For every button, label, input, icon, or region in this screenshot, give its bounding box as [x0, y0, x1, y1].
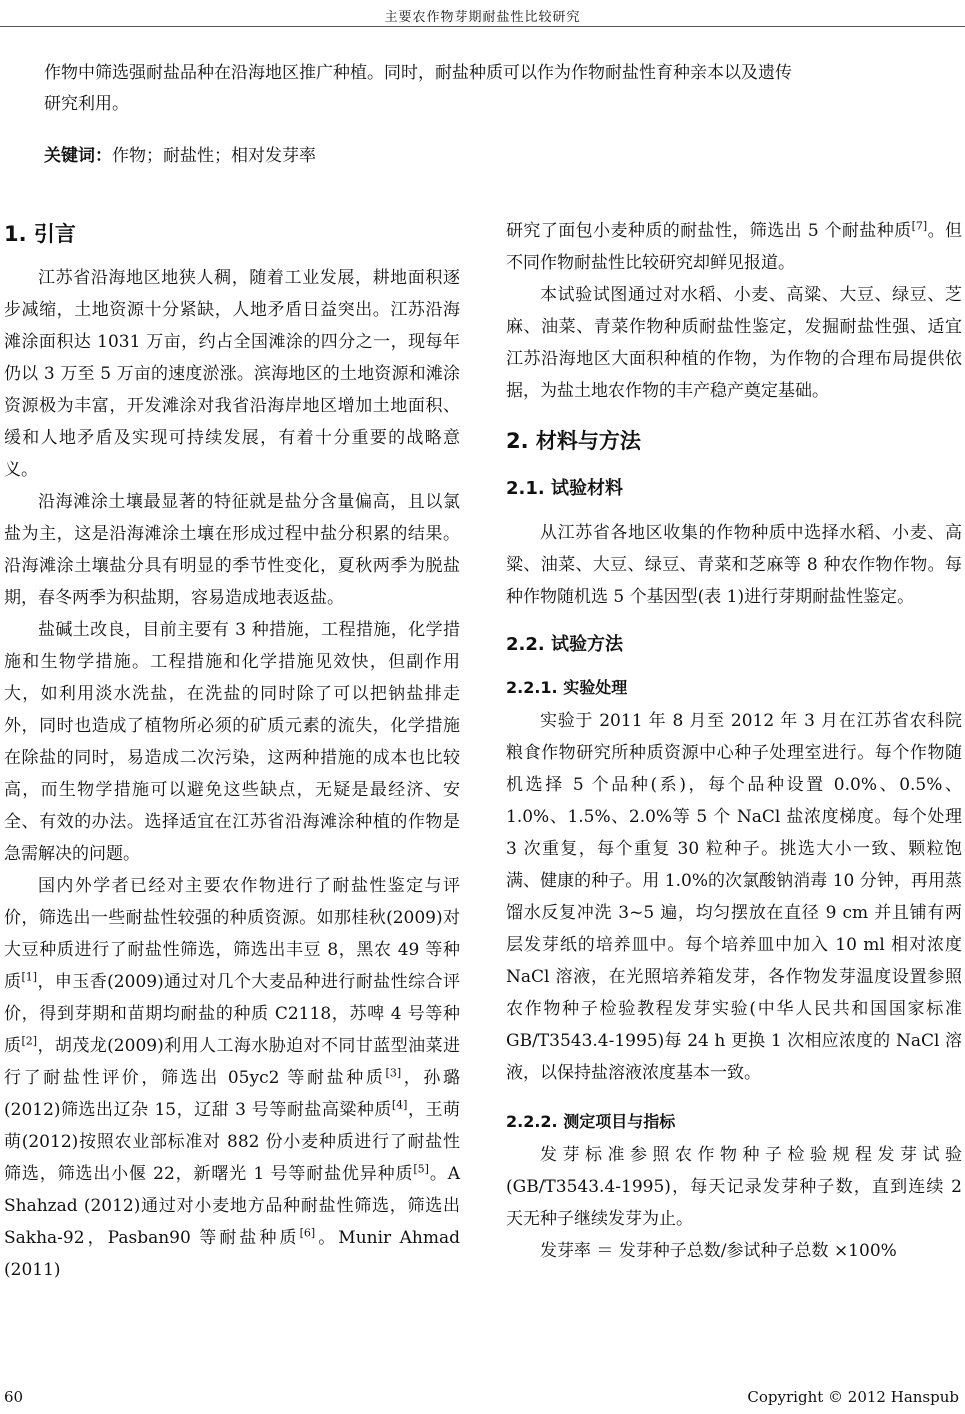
citation-1[interactable]: [1] — [21, 970, 38, 984]
citation-6[interactable]: [6] — [299, 1226, 316, 1240]
intro-paragraph-3: 盐碱土改良，目前主要有 3 种措施，工程措施，化学措施和生物学措施。工程措施和化学措施见效快，但副作用大，如利用淡水洗盐，在洗盐的同时除了可以把钠盐排走外，同时也造成了植物所必须的矿质元素的流失，化学措施在除盐的同时，易造成二次污染，这两种措施的成本也比较高，而生物学措施可以避免这些缺点，无疑是最经济、安全、有效的办法。选择适宜在江苏省沿海滩涂种植的作物是急需解决的问题。 — [4, 620, 460, 864]
para4-text-f: 。A Shahzad (2012)通过对小麦地方品种耐盐性筛选，筛选出 Sakha-92，Pasban90 等耐盐种质 — [4, 1164, 460, 1248]
para4-text-a: 国内外学者已经对主要农作物进行了耐盐性鉴定与评价，筛选出一些耐盐性较强的种质资源。如那桂秋(2009)对大豆种质进行了耐盐性筛选，筛选出丰豆 8，黑农 49 等种质 — [4, 876, 460, 992]
right-column — [506, 215, 962, 1267]
abstract-line-2: 研究利用。 — [44, 94, 129, 114]
indicators-paragraph: 发芽标准参照农作物种子检验规程发芽试验(GB/T3543.4-1995)，每天记录发芽种子数，直到连续 2 天无种子继续发芽为止。 — [506, 1145, 962, 1229]
treatment-paragraph: 实验于 2011 年 8 月至 2012 年 3 月在江苏省农科院粮食作物研究所种质资源中心种子处理室进行。每个作物随机选择 5 个品种(系)，每个品种设置 0.0%、0.5%、1.0%、1.5%、2.0%等 5 个 NaCl 盐浓度梯度。每个处理 3 次重复，每个重复 30 粒种子。挑选大小一致、颗粒饱满、健康的种子。用 1.0%的次氯酸钠消毒 10 分钟，再用蒸馏水反复冲洗 3~5 遍，均匀摆放在直径 9 cm 并且铺有两层发芽纸的培养皿中。每个培养皿中加入 10 ml 相对浓度 NaCl 溶液，在光照培养箱发芽，各作物发芽温度设置参照农作物种子检验教程发芽实验(中华人民共和国国家标准 GB/T3543.4-1995)每 24 h 更换 1 次相应浓度的 NaCl 溶液，以保持盐溶液浓度基本一致。 — [506, 711, 962, 1083]
left-column — [4, 218, 460, 1286]
intro-paragraph-6: 本试验试图通过对水稻、小麦、高粱、大豆、绿豆、芝麻、油菜、青菜作物种质耐盐性鉴定，发掘耐盐性强、适宜江苏沿海地区大面积种植的作物，为作物的合理布局提供依据，为盐土地农作物的丰产稳产奠定基础。 — [506, 285, 962, 401]
para4-text-e: ，王萌萌(2012)按照农业部标准对 882 份小麦种质进行了耐盐性筛选，筛选出小偃 22，新曙光 1 号等耐盐优异种质 — [4, 1100, 461, 1184]
section-heading-introduction: 1. 引言 — [4, 222, 76, 246]
copyright-notice: Copyright © 2012 Hanspub — [747, 1388, 959, 1406]
materials-paragraph: 从江苏省各地区收集的作物种质中选择水稻、小麦、高粱、油菜、大豆、绿豆、青菜和芝麻等 8 种农作物作物。每种作物随机选 5 个基因型(表 1)进行芽期耐盐性鉴定。 — [506, 523, 962, 607]
para4-text-c: ，胡茂龙(2009)利用人工海水胁迫对不同甘蓝型油菜进行了耐盐性评价，筛选出 05yc2 等耐盐种质 — [4, 1036, 461, 1088]
para4-text-b: ，申玉香(2009)通过对几个大麦品种进行耐盐性综合评价，得到芽期和苗期均耐盐的种质 C2118，苏啤 4 号等种质 — [4, 972, 461, 1056]
citation-2[interactable]: [2] — [21, 1034, 38, 1048]
running-header-title: 主要农作物芽期耐盐性比较研究 — [384, 10, 581, 25]
subsubsection-heading-treatment: 2.2.1. 实验处理 — [506, 678, 628, 697]
intro-paragraph-2: 沿海滩涂土壤最显著的特征就是盐分含量偏高，且以氯盐为主，这是沿海滩涂土壤在形成过程中盐分积累的结果。沿海滩涂土壤盐分具有明显的季节性变化，夏秋两季为脱盐期，春冬两季为积盐期，容易造成地表返盐。 — [4, 492, 460, 608]
intro-paragraph-1: 江苏省沿海地区地狭人稠，随着工业发展，耕地面积逐步减缩，土地资源十分紧缺，人地矛盾日益突出。江苏沿海滩涂面积达 1031 万亩，约占全国滩涂的四分之一，现每年仍以 3 万至 5 万亩的速度淤涨。滨海地区的土地资源和滩涂资源极为丰富，开发滩涂对我省沿海岸地区增加土地面积、缓和人地矛盾及实现可持续发展，有着十分重要的战略意义。 — [4, 268, 460, 480]
intro-paragraph-4 — [4, 870, 460, 1286]
germination-rate-formula: 发芽率 ＝ 发芽种子总数/参试种子总数 ×100% — [540, 1241, 897, 1261]
keywords-text: 作物；耐盐性；相对发芽率 — [112, 146, 316, 166]
para5-text-b: 。但不同作物耐盐性比较研究却鲜见报道。 — [506, 221, 963, 273]
citation-4[interactable]: [4] — [391, 1098, 408, 1112]
citation-7[interactable]: [7] — [911, 219, 928, 233]
keywords-label: 关键词： — [44, 146, 112, 166]
header-divider — [0, 26, 965, 27]
section-heading-methods: 2. 材料与方法 — [506, 429, 641, 453]
abstract-line-1: 作物中筛选强耐盐品种在沿海地区推广种植。同时，耐盐种质可以作为作物耐盐性育种亲本以及遗传 — [44, 63, 792, 83]
keywords — [44, 142, 924, 170]
citation-3[interactable]: [3] — [385, 1066, 402, 1080]
subsection-heading-method: 2.2. 试验方法 — [506, 634, 623, 655]
page-number: 60 — [4, 1388, 24, 1406]
abstract-tail — [44, 58, 924, 120]
subsubsection-heading-indicators: 2.2.2. 测定项目与指标 — [506, 1112, 676, 1131]
para4-text-g: 。Munir Ahmad (2011) — [4, 1228, 460, 1280]
subsection-heading-materials: 2.1. 试验材料 — [506, 478, 623, 499]
para4-text-d: ，孙璐(2012)筛选出辽杂 15，辽甜 3 号等耐盐高粱种质 — [4, 1068, 461, 1120]
citation-5[interactable]: [5] — [413, 1162, 429, 1176]
intro-paragraph-5 — [506, 215, 962, 279]
para5-text-a: 研究了面包小麦种质的耐盐性，筛选出 5 个耐盐种质 — [506, 221, 912, 241]
